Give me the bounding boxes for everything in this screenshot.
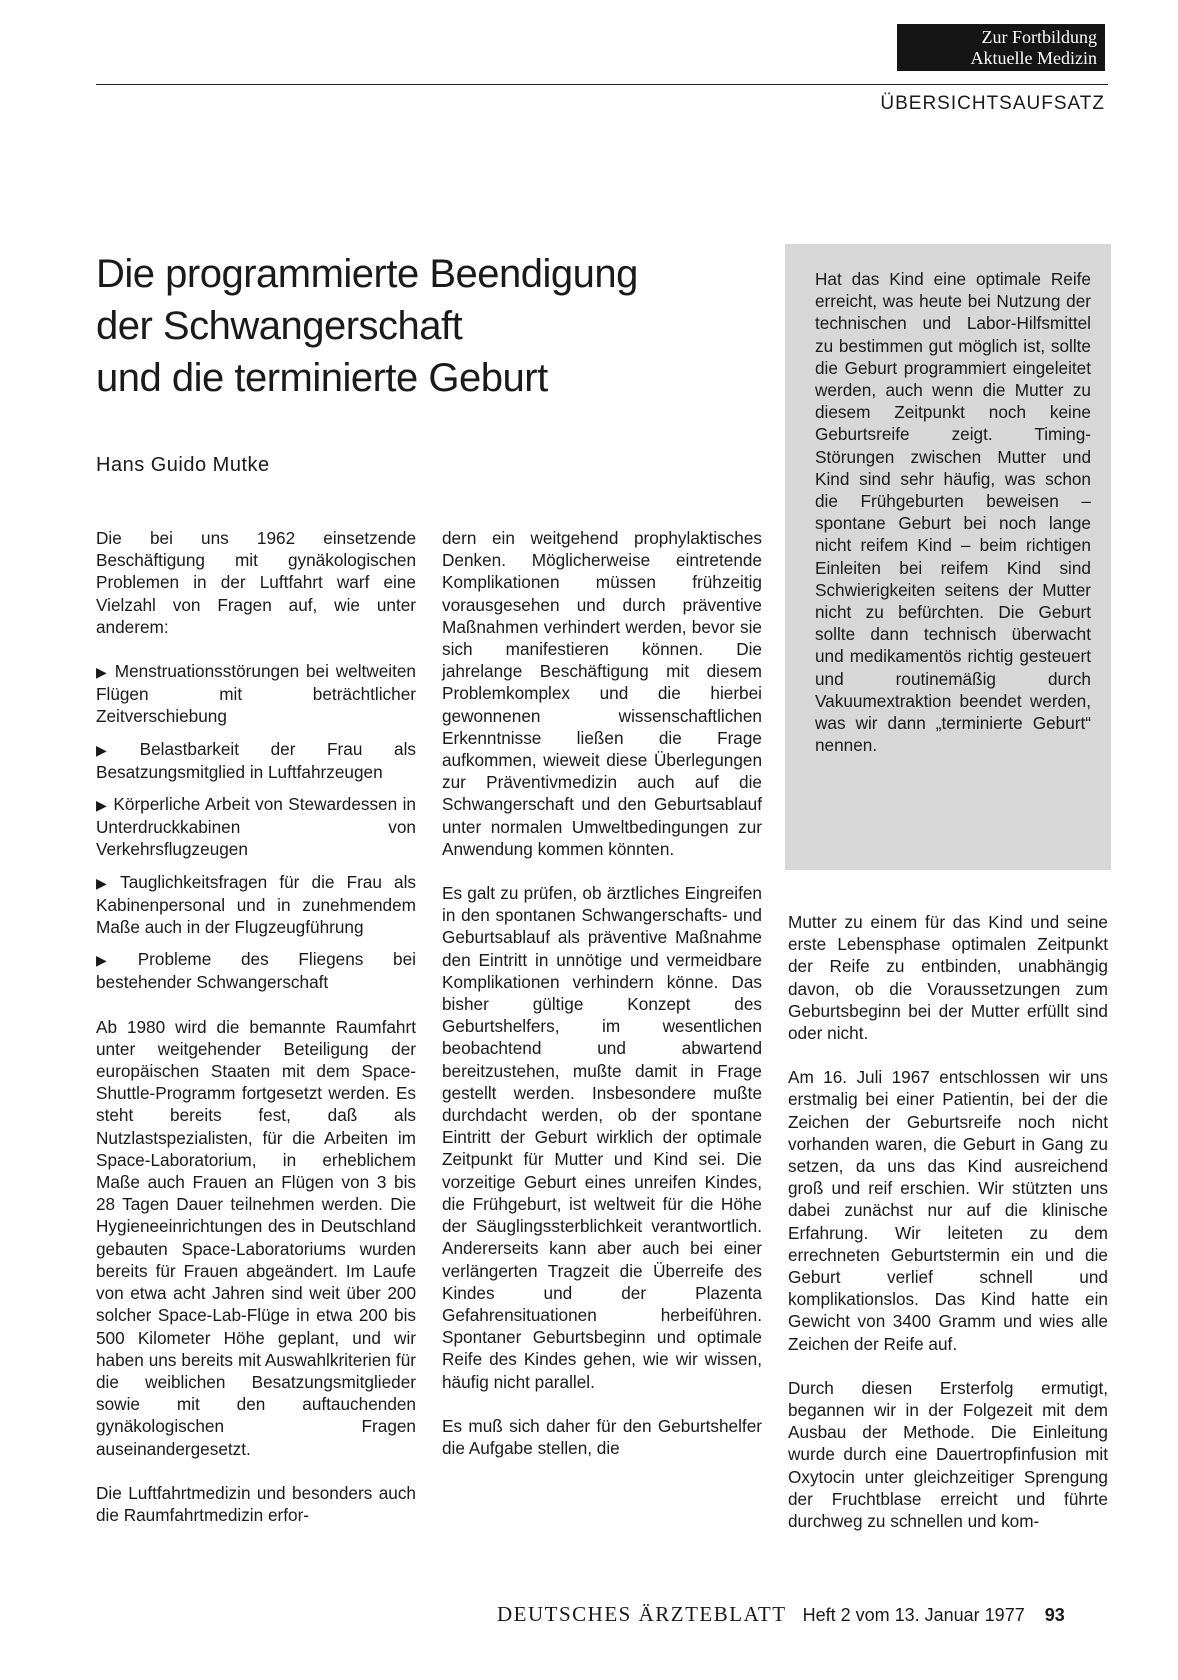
text-column-2: [442, 527, 762, 1481]
section-badge: [897, 24, 1105, 71]
badge-line-1: Zur Fortbildung: [981, 27, 1097, 47]
paragraph: Es galt zu prüfen, ob ärztliches Eingreifen in den spontanen Schwangerschafts- und Geburtsablauf als präventive Maßnahme den Eintritt in unnötige und vermeidbare Komplikationen verhindern könne. Das bisher gültige Konzept des Geburtshelfers, im wesentlichen beobachtend und abwartend bereitzustehen, mußte damit in Frage gestellt werden. Insbesondere mußte durchdacht werden, ob der spontane Eintritt der Geburt wirklich der optimale Zeitpunkt für Mutter und Kind sei. Die vorzeitige Geburt eines unreifen Kindes, die Frühgeburt, ist weltweit für die Höhe der Säuglingssterblichkeit verantwortlich. Andererseits kann aber auch bei einer verlängerten Tragzeit die Überreife des Kindes und der Plazenta Gefahrensituationen herbeiführen. Spontaner Geburtsbeginn und optimale Reife des Kindes gehen, wie wir wissen, häufig nicht parallel.: [442, 883, 762, 1392]
bullet-item: ▶ Menstruationsstörungen bei weltweiten Flügen mit beträchtlicher Zeitverschiebung: [96, 661, 416, 727]
paragraph: Die Luftfahrtmedizin und besonders auch die Raumfahrtmedizin erfor-: [96, 1482, 416, 1525]
triangle-bullet-icon: ▶: [96, 874, 115, 891]
paragraph: Mutter zu einem für das Kind und seine erste Lebensphase optimalen Zeitpunkt der Reife zu entbinden, unabhängig davon, ob die Voraussetzungen zum Geburtsbeginn bei der Mutter erfüllt sind oder nicht.: [788, 912, 1108, 1044]
paragraph: Die bei uns 1962 einsetzende Beschäftigung mit gynäkologischen Problemen in der Luftfahrt warf eine Vielzahl von Fragen auf, wie unter anderem:: [96, 528, 416, 637]
abstract-box: [785, 244, 1111, 870]
issue-info: Heft 2 vom 13. Januar 1977: [802, 1605, 1025, 1625]
text-column-1: [96, 527, 416, 1548]
badge-line-2: Aktuelle Medizin: [970, 48, 1097, 68]
triangle-bullet-icon: ▶: [96, 741, 134, 758]
bullet-item: ▶ Körperliche Arbeit von Stewardessen in Unterdruckkabinen von Verkehrsflugzeugen: [96, 794, 416, 860]
page-number: 93: [1044, 1605, 1065, 1625]
article-title: [96, 248, 756, 404]
triangle-bullet-icon: ▶: [96, 797, 108, 814]
triangle-bullet-icon: ▶: [96, 664, 109, 681]
title-line-2: der Schwangerschaft: [96, 304, 463, 348]
title-line-3: und die terminierte Geburt: [96, 356, 548, 400]
bullet-item: ▶ Tauglichkeitsfragen für die Frau als Kabinenpersonal und in zunehmendem Maße auch in der Flugzeugführung: [96, 871, 416, 938]
bullet-item: ▶ Probleme des Fliegens bei bestehender Schwangerschaft: [96, 949, 416, 993]
header-divider: [96, 84, 1108, 85]
text-column-3: [788, 911, 1108, 1554]
paragraph: Ab 1980 wird die bemannte Raumfahrt unter weitgehender Beteiligung der europäischen Staaten mit dem Space-Shuttle-Programm fortgesetzt werden. Es steht bereits fest, daß als Nutzlastspezialisten, für die Arbeiten im Space-Laboratorium, in erheblichem Maße auch Frauen an Flügen von 3 bis 28 Tagen Dauer teilnehmen werden. Die Hygieneeinrichtungen des in Deutschland gebauten Space-Laboratoriums wurden bereits für Frauen abgeändert. Im Laufe von etwa acht Jahren sind weit über 200 solcher Space-Lab-Flüge in etwa 200 bis 500 Kilometer Höhe geplant, und wir haben uns bereits mit Auswahlkriterien für die weiblichen Besatzungsmitglieder sowie mit den auftauchenden gynäkologischen Fragen auseinandergesetzt.: [96, 1016, 416, 1459]
triangle-bullet-icon: ▶: [96, 952, 132, 969]
section-label: ÜBERSICHTSAUFSATZ: [880, 93, 1105, 114]
abstract-text: Hat das Kind eine optimale Reife erreicht, was heute bei Nutzung der technischen und Labor-Hilfsmittel zu bestimmen gut möglich ist, sollte die Geburt programmiert eingeleitet werden, auch wenn die Mutter zu diesem Zeitpunkt noch keine Geburtsreife zeigt. Timing-Störungen zwischen Mutter und Kind sind sehr häufig, was schon die Frühgeburten beweisen – spontane Geburt bei noch lange nicht reifem Kind – beim richtigen Einleiten bei reifem Kind sind Schwierigkeiten seitens der Mutter nicht zu befürchten. Die Geburt sollte dann technisch überwacht und medikamentös richtig gesteuert und routinemäßig durch Vakuumextraktion beendet werden, was wir dann „terminierte Geburt“ nennen.: [815, 269, 1091, 756]
author-name: Hans Guido Mutke: [96, 454, 270, 476]
paragraph: Am 16. Juli 1967 entschlossen wir uns erstmalig bei einer Patientin, bei der die Zeichen der Geburtsreife noch nicht vorhanden waren, die Geburt in Gang zu setzen, da uns das Kind ausreichend groß und reif erschien. Wir stützten uns dabei zunächst nur auf die klinische Erfahrung. Wir leiteten zu dem errechneten Geburtstermin ein und die Geburt verlief schnell und komplikationslos. Das Kind hatte ein Gewicht von 3400 Gramm und wies alle Zeichen der Reife auf.: [788, 1067, 1108, 1354]
paragraph: dern ein weitgehend prophylaktisches Denken. Möglicherweise eintretende Komplikationen müssen frühzeitig vorausgesehen und durch präventive Maßnahmen verhindert werden, bevor sie sich manifestieren können. Die jahrelange Beschäftigung mit diesem Problemkomplex und die hierbei gewonnenen wissenschaftlichen Erkenntnisse ließen die Frage aufkommen, wieweit diese Überlegungen zur Präventivmedizin auch auf die Schwangerschaft und den Geburtsablauf unter normalen Umweltbedingungen zur Anwendung kommen könnten.: [442, 528, 762, 859]
paragraph: Es muß sich daher für den Geburtshelfer die Aufgabe stellen, die: [442, 1415, 762, 1458]
paragraph: Durch diesen Ersterfolg ermutigt, begannen wir in der Folgezeit mit dem Ausbau der Methode. Die Einleitung wurde durch eine Dauertropfinfusion mit Oxytocin unter gleichzeitiger Sprengung der Fruchtblase erreicht und führte durchweg zu schnellen und kom-: [788, 1377, 1108, 1532]
title-line-1: Die programmierte Beendigung: [96, 252, 638, 296]
journal-name: DEUTSCHES ÄRZTEBLATT: [497, 1602, 787, 1626]
bullet-item: ▶ Belastbarkeit der Frau als Besatzungsmitglied in Luftfahrzeugen: [96, 738, 416, 782]
page-footer: [497, 1602, 1109, 1627]
